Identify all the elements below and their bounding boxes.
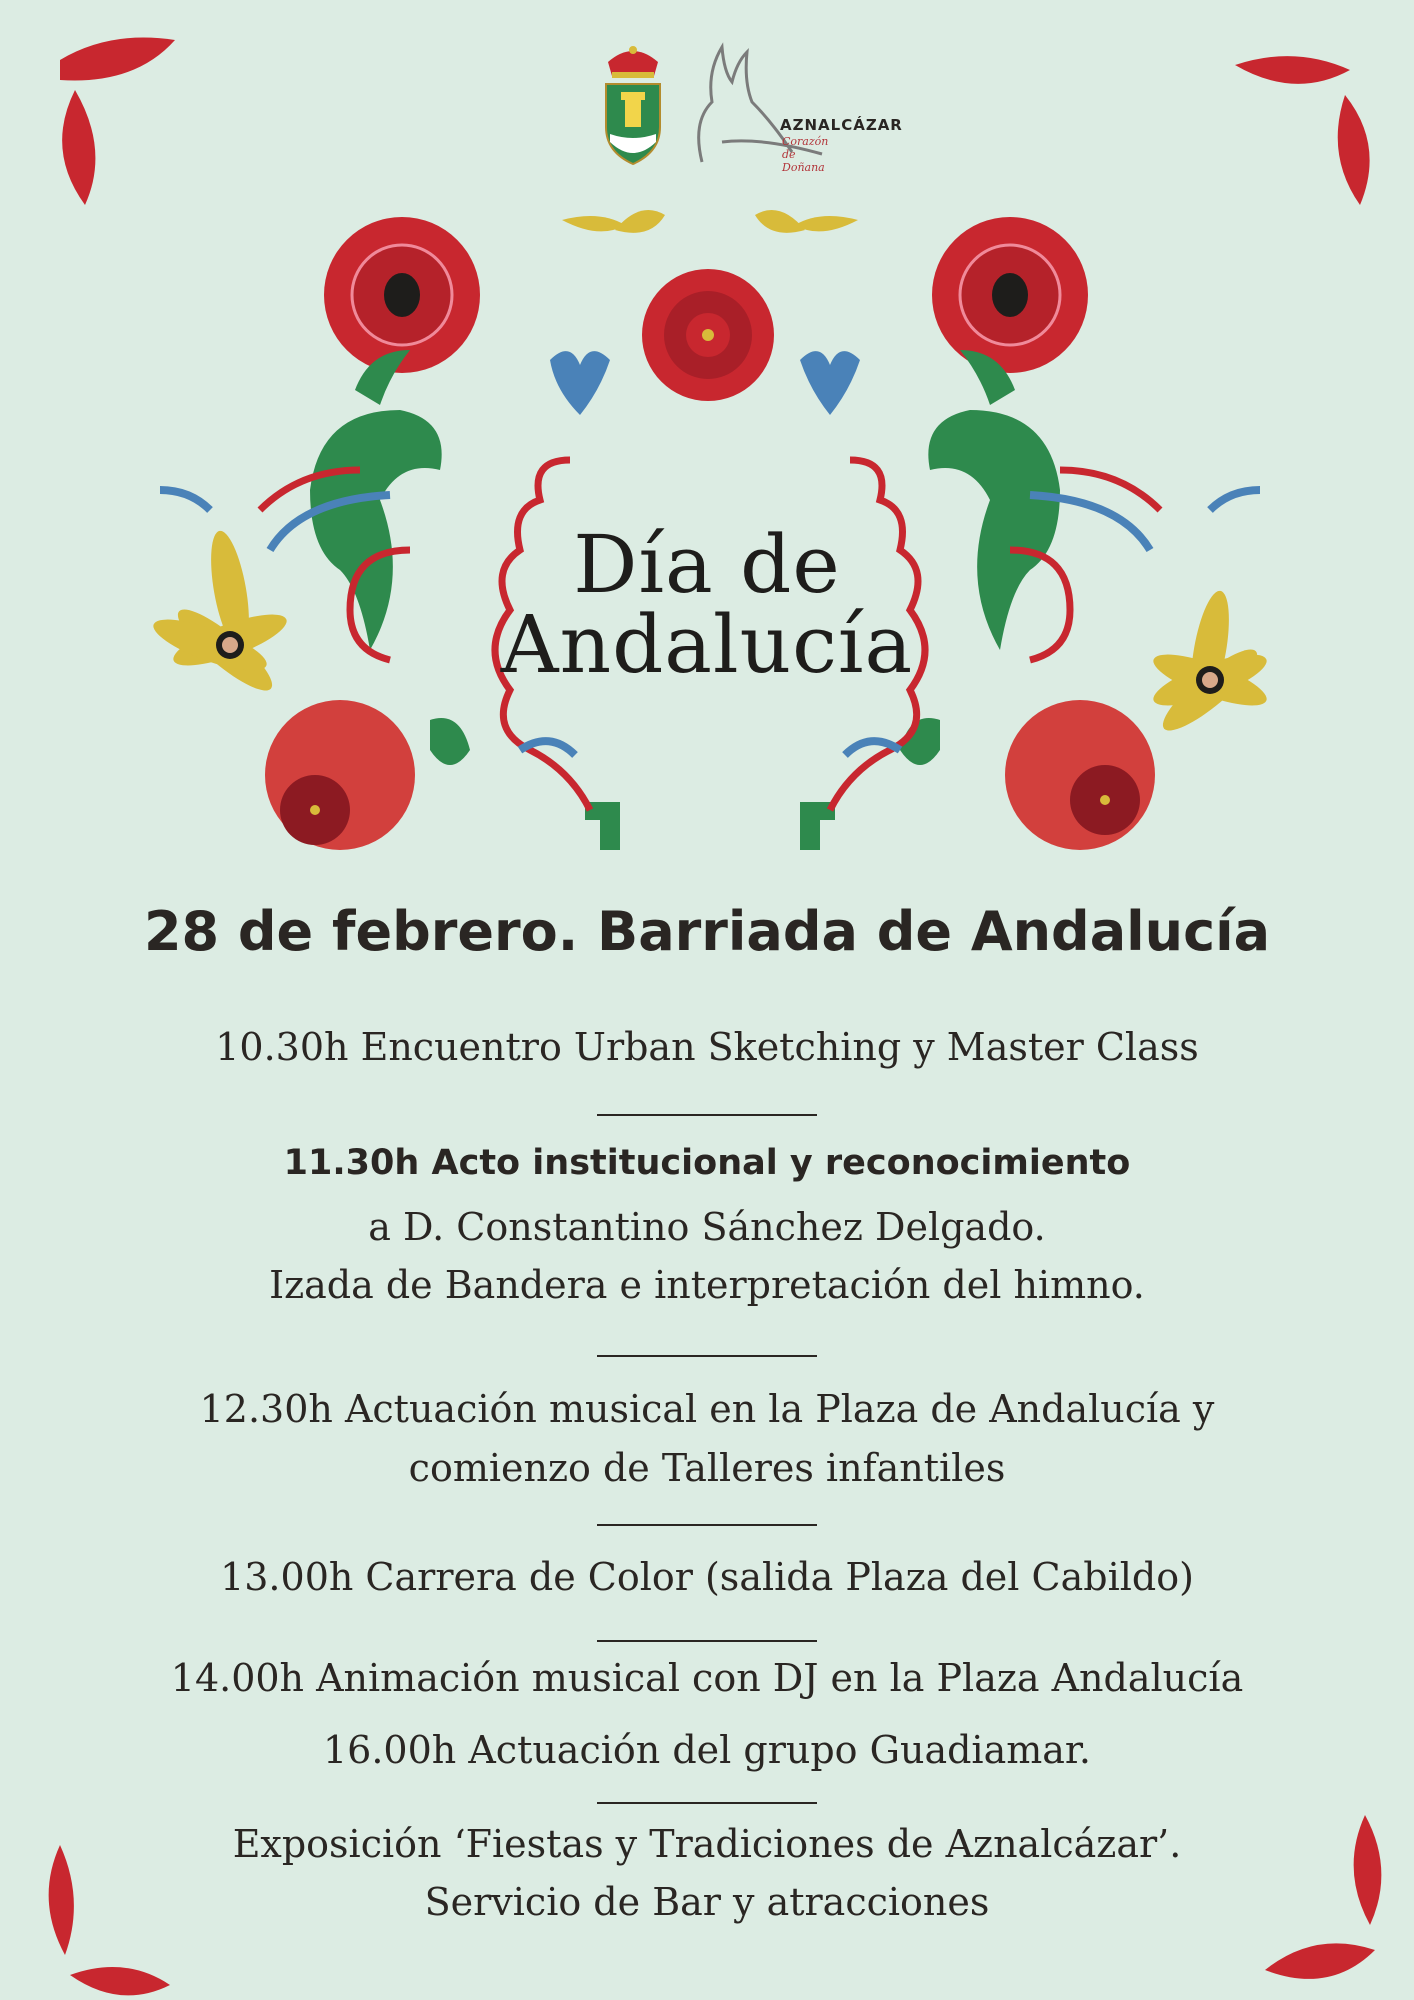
red-flower-center-icon [642, 269, 774, 401]
program-item-2-line2: a D. Constantino Sánchez Delgado. [368, 1205, 1046, 1249]
red-poppy-right-icon [1005, 700, 1155, 850]
divider [597, 1640, 817, 1642]
red-rose-right-icon [932, 217, 1088, 373]
program-item-7-line1: Exposición ‘Fiestas y Tradiciones de Aznalcázar’. [232, 1822, 1182, 1866]
aznalcazar-logo [682, 42, 903, 174]
event-title-line1: Día de [573, 518, 841, 611]
yellow-leaves-icon [562, 210, 858, 233]
program-item-3-line1: 12.30h Actuación musical en la Plaza de Andalucía y [199, 1387, 1215, 1431]
program-item-1: 10.30h Encuentro Urban Sketching y Master Class [215, 1025, 1199, 1069]
event-title-line2: Andalucía [500, 598, 914, 691]
blue-heart-right-icon [800, 351, 860, 415]
program-item-2-title: 11.30h Acto institucional y reconocimiento [283, 1143, 1131, 1183]
divider [597, 1114, 817, 1116]
program-item-6: 16.00h Actuación del grupo Guadiamar. [323, 1728, 1091, 1772]
divider [597, 1524, 817, 1526]
red-poppy-left-icon [265, 700, 415, 850]
program-item-5: 14.00h Animación musical con DJ en la Plaza Andalucía [170, 1656, 1244, 1700]
brand-name: AZNALCÁZAR [780, 116, 903, 134]
red-rose-left-icon [324, 217, 480, 373]
program-item-7-line2: Servicio de Bar y atracciones [424, 1880, 990, 1924]
coat-of-arms-icon [598, 42, 668, 167]
divider [597, 1355, 817, 1357]
program-item-3-line2: comienzo de Talleres infantiles [408, 1446, 1006, 1490]
event-date-location: 28 de febrero. Barriada de Andalucía [143, 900, 1271, 963]
logo-bar [598, 42, 903, 174]
divider [597, 1802, 817, 1804]
blue-heart-left-icon [550, 351, 610, 415]
brand-tagline: Corazón de Doñana [782, 135, 829, 174]
program-item-2-line3: Izada de Bandera e interpretación del himno. [269, 1263, 1145, 1307]
program-item-4: 13.00h Carrera de Color (salida Plaza del Cabildo) [220, 1555, 1194, 1599]
